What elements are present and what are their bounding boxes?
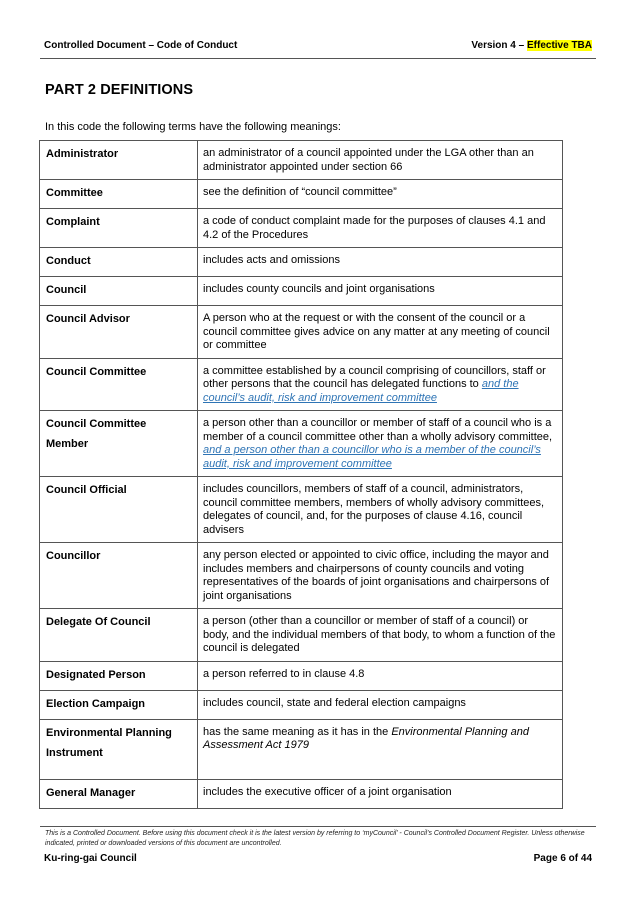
definition-term: Council Official bbox=[40, 477, 198, 543]
definition-term: Council bbox=[40, 277, 198, 306]
definition-meaning bbox=[198, 719, 563, 779]
meaning-text: has the same meaning as it has in the bbox=[203, 725, 389, 738]
definition-term: Administrator bbox=[40, 141, 198, 180]
intro-text: In this code the following terms have the following meanings: bbox=[45, 121, 341, 133]
definition-meaning: includes the executive officer of a joint organisation bbox=[198, 779, 563, 808]
definition-meaning bbox=[198, 358, 563, 411]
definition-meaning: an administrator of a council appointed under the LGA other than an administrator appointed under section 66 bbox=[198, 141, 563, 180]
table-row bbox=[40, 609, 563, 662]
definition-meaning: includes county councils and joint organisations bbox=[198, 277, 563, 306]
inserted-amendment-text: and the council’s audit, risk and improvement committee bbox=[203, 378, 519, 404]
table-row bbox=[40, 779, 563, 808]
definition-term: Councillor bbox=[40, 543, 198, 609]
table-row bbox=[40, 180, 563, 209]
definition-meaning: a code of conduct complaint made for the purposes of clauses 4.1 and 4.2 of the Procedures bbox=[198, 209, 563, 248]
table-row bbox=[40, 477, 563, 543]
table-row bbox=[40, 141, 563, 180]
page-title: PART 2 DEFINITIONS bbox=[45, 82, 194, 98]
definition-term: Council Committee Member bbox=[40, 411, 198, 477]
definition-meaning: includes councillors, members of staff of a council, administrators, council committee members, members of wholly advisory committees, delegates of council, and, for the purposes of clause 4.16, council advisers bbox=[198, 477, 563, 543]
definition-term: Designated Person bbox=[40, 661, 198, 690]
definition-term: Council Committee bbox=[40, 358, 198, 411]
header-divider bbox=[40, 58, 596, 59]
definition-term: Committee bbox=[40, 180, 198, 209]
table-row bbox=[40, 306, 563, 359]
controlled-document-notice: This is a Controlled Document. Before using this document check it is the latest version by referring to ‘myCouncil’ - Council’s Controlled Document Register. Unless otherwise indicated, printed or downloaded versions of this document are uncontrolled. bbox=[45, 830, 585, 847]
definition-term: Election Campaign bbox=[40, 690, 198, 719]
meaning-text: a person other than a councillor or member of staff of a council who is a member of a council committee other than a wholly advisory committee, bbox=[203, 417, 553, 443]
table-row bbox=[40, 358, 563, 411]
header-version-number: Version 4 – bbox=[471, 40, 527, 51]
inserted-amendment-text: and a person other than a councillor who is a member of the council’s audit, risk and improvement committee bbox=[203, 444, 541, 470]
definition-meaning bbox=[198, 411, 563, 477]
page-header bbox=[44, 40, 592, 51]
table-row bbox=[40, 690, 563, 719]
definition-meaning: A person who at the request or with the consent of the council or a council committee gives advice on any matter at any meeting of council or committee bbox=[198, 306, 563, 359]
definition-term: Environmental Planning Instrument bbox=[40, 719, 198, 779]
definition-meaning: a person (other than a councillor or member of staff of a council) or body, and the individual members of that body, to whom a function of the council is delegated bbox=[198, 609, 563, 662]
definition-term: Delegate Of Council bbox=[40, 609, 198, 662]
table-row bbox=[40, 277, 563, 306]
table-row bbox=[40, 248, 563, 277]
header-document-title: Controlled Document – Code of Conduct bbox=[44, 40, 238, 51]
footer-organisation: Ku-ring-gai Council bbox=[44, 853, 137, 864]
act-title: Environmental Planning and Assessment Act 1979 bbox=[203, 725, 529, 751]
header-effective-date: Effective TBA bbox=[526, 40, 592, 51]
definition-meaning: any person elected or appointed to civic office, including the mayor and includes members and chairpersons of county councils and voting representatives of the boards of joint organisations and chairpersons of joint organisations bbox=[198, 543, 563, 609]
definition-term: General Manager bbox=[40, 779, 198, 808]
table-row bbox=[40, 719, 563, 779]
definition-meaning: a person referred to in clause 4.8 bbox=[198, 661, 563, 690]
definition-term: Complaint bbox=[40, 209, 198, 248]
definition-term: Conduct bbox=[40, 248, 198, 277]
meaning-text: a committee established by a council comprising of councillors, staff or other persons that the council has delegated functions to bbox=[203, 364, 546, 390]
definitions-table bbox=[39, 140, 563, 809]
definition-meaning: see the definition of “council committee” bbox=[198, 180, 563, 209]
definition-meaning: includes acts and omissions bbox=[198, 248, 563, 277]
table-row bbox=[40, 543, 563, 609]
table-row bbox=[40, 661, 563, 690]
footer-divider bbox=[40, 826, 596, 827]
definition-term: Council Advisor bbox=[40, 306, 198, 359]
page-footer bbox=[44, 853, 592, 864]
header-version bbox=[471, 40, 592, 51]
page-number: Page 6 of 44 bbox=[533, 853, 592, 864]
table-row bbox=[40, 209, 563, 248]
definition-meaning: includes council, state and federal election campaigns bbox=[198, 690, 563, 719]
table-row bbox=[40, 411, 563, 477]
